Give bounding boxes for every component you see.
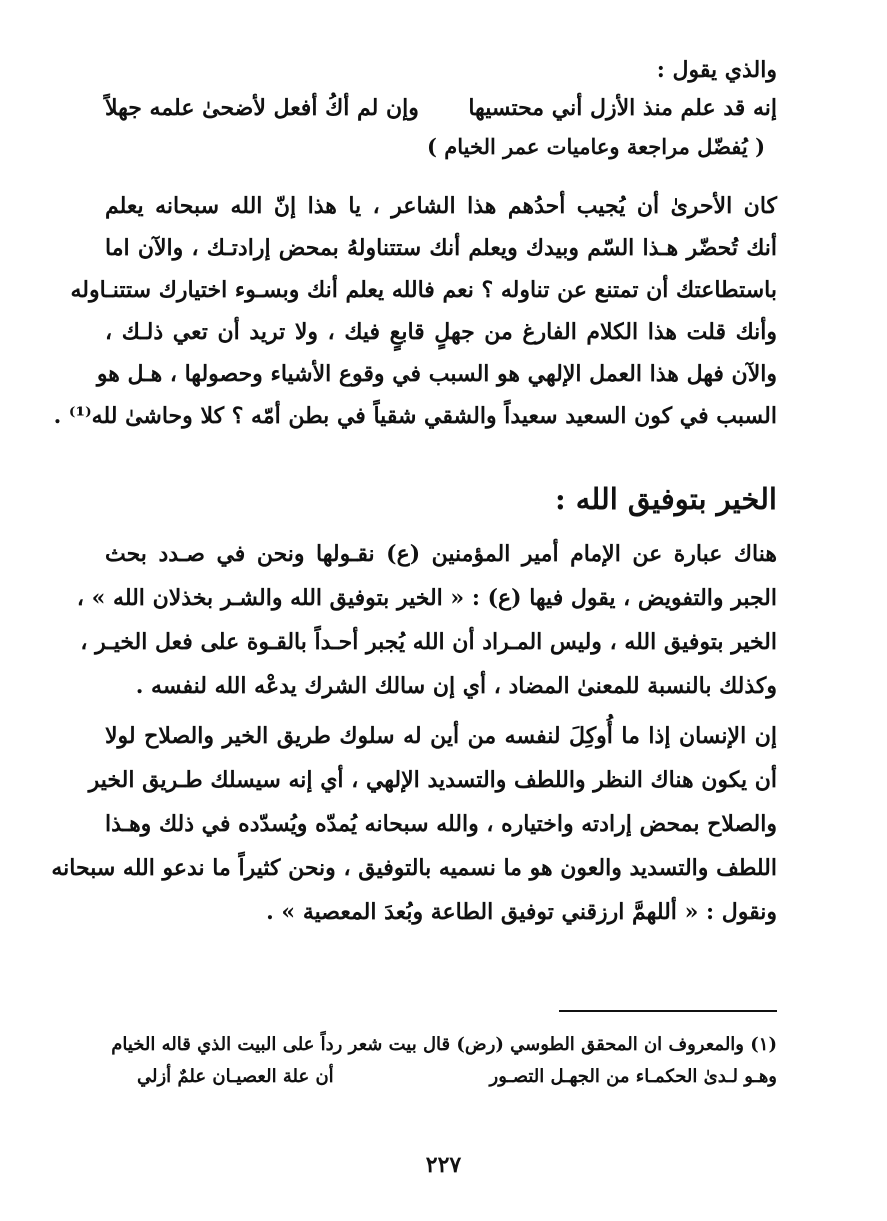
paragraph-3-line: إن الإنسان إذا ما أُوكِلَ لنفسه من أين له سلوك طريق الخير والصلاح لولا [105, 723, 777, 749]
paragraph-1-line: وأنك قلت هذا الكلام الفارغ من جهلٍ قابعٍ فيك ، ولا تريد أن تعي ذلـك ، [105, 319, 777, 345]
intro-line: والذي يقول : [656, 57, 777, 83]
paragraph-1-line: السبب في كون السعيد سعيداً والشقي شقياً في بطن أمّه ؟ كلا وحاشىٰ لله⁽¹⁾ . [53, 403, 777, 429]
paragraph-2-line: وكذلك بالنسبة للمعنىٰ المضاد ، أي إن سالك الشرك يدعْه الله لنفسه . [135, 673, 777, 699]
paragraph-3-line: والصلاح بمحض إرادته واختياره ، والله سبحانه يُمدّه ويُسدّده في ذلك وهـذا [104, 811, 777, 837]
paragraph-3-line: اللطف والتسديد والعون هو ما نسميه بالتوفيق ، ونحن كثيراً ما ندعو الله سبحانه [51, 855, 777, 881]
footnote-verse [137, 1062, 777, 1092]
paragraph-1-line: باستطاعتك أن تمتنع عن تناوله ؟ نعم فالله يعلم أنك وبسـوء اختيارك ستتنـاوله [70, 277, 777, 303]
poem-verse [105, 90, 777, 126]
footnote-divider [559, 1010, 777, 1012]
paragraph-3-line: ونقول : « أللهمَّ ارزقني توفيق الطاعة وبُعدَ المعصية » . [266, 899, 777, 925]
paragraph-1-line: أنك تُحضّر هـذا السّم وبيدك ويعلم أنك ستتناولهُ بمحض إرادتـك ، والآن اما [105, 235, 777, 261]
footnote-text: (١) والمعروف ان المحقق الطوسي (رض) قال بيت شعر رداً على البيت الذي قاله الخيام [111, 1034, 777, 1055]
verse-hemistich-2: وإن لم أكُ أفعل لأضحىٰ علمه جهلاً [105, 95, 419, 121]
footnote-verse-hemistich-1: وهـو لـدىٰ الحكمـاء من الجهـل التصـور [489, 1066, 777, 1087]
paragraph-1-line: والآن فهل هذا العمل الإلهي هو السبب في وقوع الأشياء وحصولها ، هـل هو [96, 361, 777, 387]
verse-attribution: ( يُفضّل مراجعة وعاميات عمر الخيام ) [427, 134, 765, 159]
page-number: ٢٢٧ [425, 1152, 462, 1178]
paragraph-2-line: الجبر والتفويض ، يقول فيها (ع) : « الخير بتوفيق الله والشـر بخذلان الله » ، [76, 585, 777, 611]
paragraph-3-line: أن يكون هناك النظر واللطف والتسديد الإلهي ، أي إنه سيسلك طـريق الخير [88, 767, 777, 793]
footnote-verse-hemistich-2: أن علة العصيـان علمٌ أزلي [137, 1066, 334, 1087]
verse-hemistich-1: إنه قد علم منذ الأزل أني محتسيها [468, 95, 777, 121]
section-heading: الخير بتوفيق الله : [554, 482, 777, 516]
paragraph-1-line: كان الأحرىٰ أن يُجيب أحدُهم هذا الشاعر ، يا هذا إنّ الله سبحانه يعلم [105, 193, 777, 219]
paragraph-2-line: هناك عبارة عن الإمام أمير المؤمنين (ع) نقـولها ونحن في صـدد بحث [105, 541, 777, 567]
paragraph-2-line: الخير بتوفيق الله ، وليس المـراد أن الله يُجبر أحـداً بالقـوة على فعل الخيـر ، [80, 629, 777, 655]
